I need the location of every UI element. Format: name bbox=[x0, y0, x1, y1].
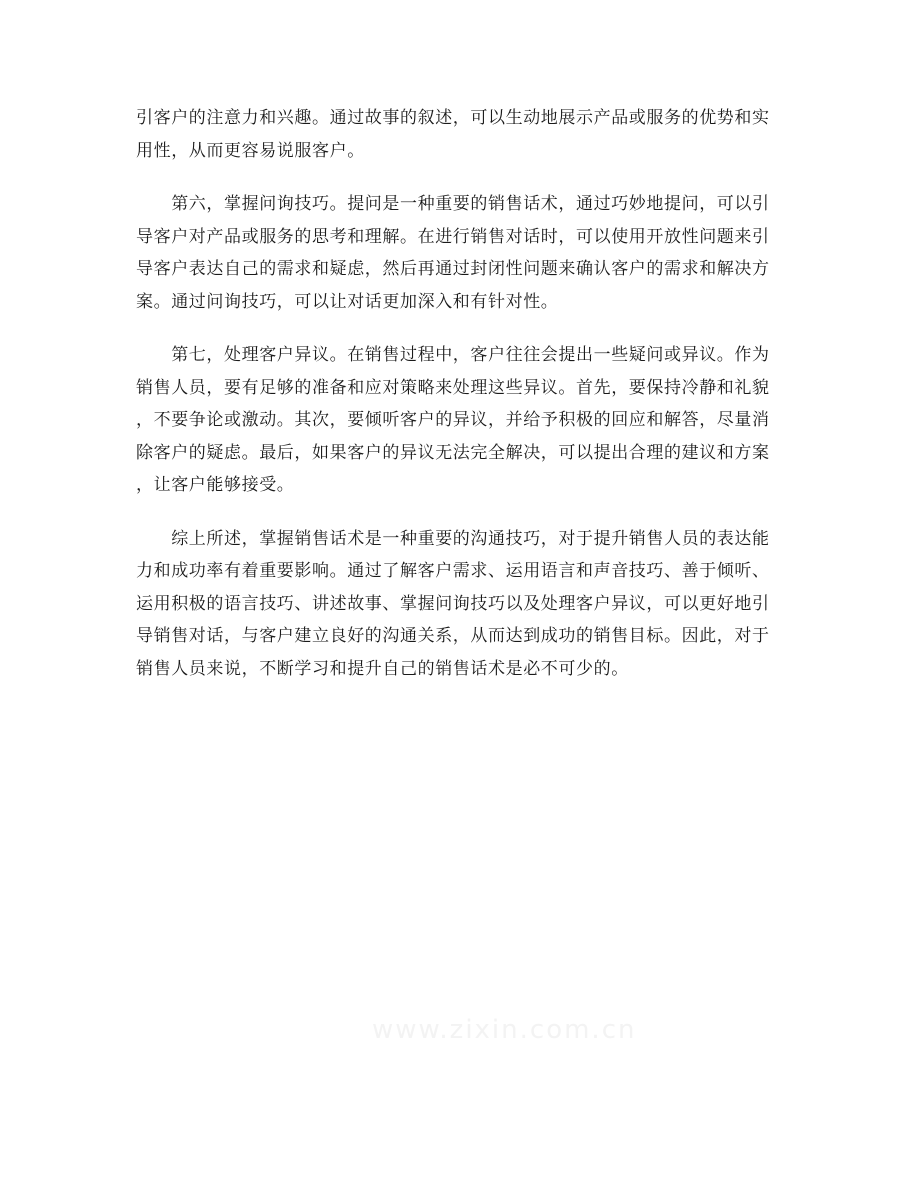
paragraph-1: 引客户的注意力和兴趣。通过故事的叙述，可以生动地展示产品或服务的优势和实 用性，从而更容易说服客户。 bbox=[136, 108, 770, 161]
paragraph-4: 综上所述，掌握销售话术是一种重要的沟通技巧，对于提升销售人员的表达能 力和成功率有着重要影响。通过了解客户需求、运用语言和声音技巧、善于倾听、 运用积极的语言技巧、讲述故事、掌握问询技巧以及处理客户异议，可以更好地引 导销售对话，与客户建立良好的沟通关系，从而达到成功的销售目标。因此，对于 销售人员来说，不断学习和提升自己的销售话术是必不可少的。 bbox=[136, 528, 770, 679]
document-body bbox=[136, 102, 784, 706]
paragraph-2: 第六，掌握问询技巧。提问是一种重要的销售话术，通过巧妙地提问，可以引 导客户对产品或服务的思考和理解。在进行销售对话时，可以使用开放性问题来引 导客户表达自己的需求和疑虑，然后再通过封闭性问题来确认客户的需求和解决方 案。通过问询技巧，可以让对话更加深入和有针对性。 bbox=[136, 194, 770, 312]
paragraph-3: 第七，处理客户异议。在销售过程中，客户往往会提出一些疑问或异议。作为 销售人员，要有足够的准备和应对策略来处理这些异议。首先，要保持冷静和礼貌 ，不要争论或激动。其次，要倾听客户的异议，并给予积极的回应和解答，尽量消 除客户的疑虑。最后，如果客户的异议无法完全解决，可以提出合理的建议和方案 ，让客户能够接受。 bbox=[136, 345, 770, 495]
watermark: www.zixin.com.cn bbox=[372, 1015, 637, 1045]
